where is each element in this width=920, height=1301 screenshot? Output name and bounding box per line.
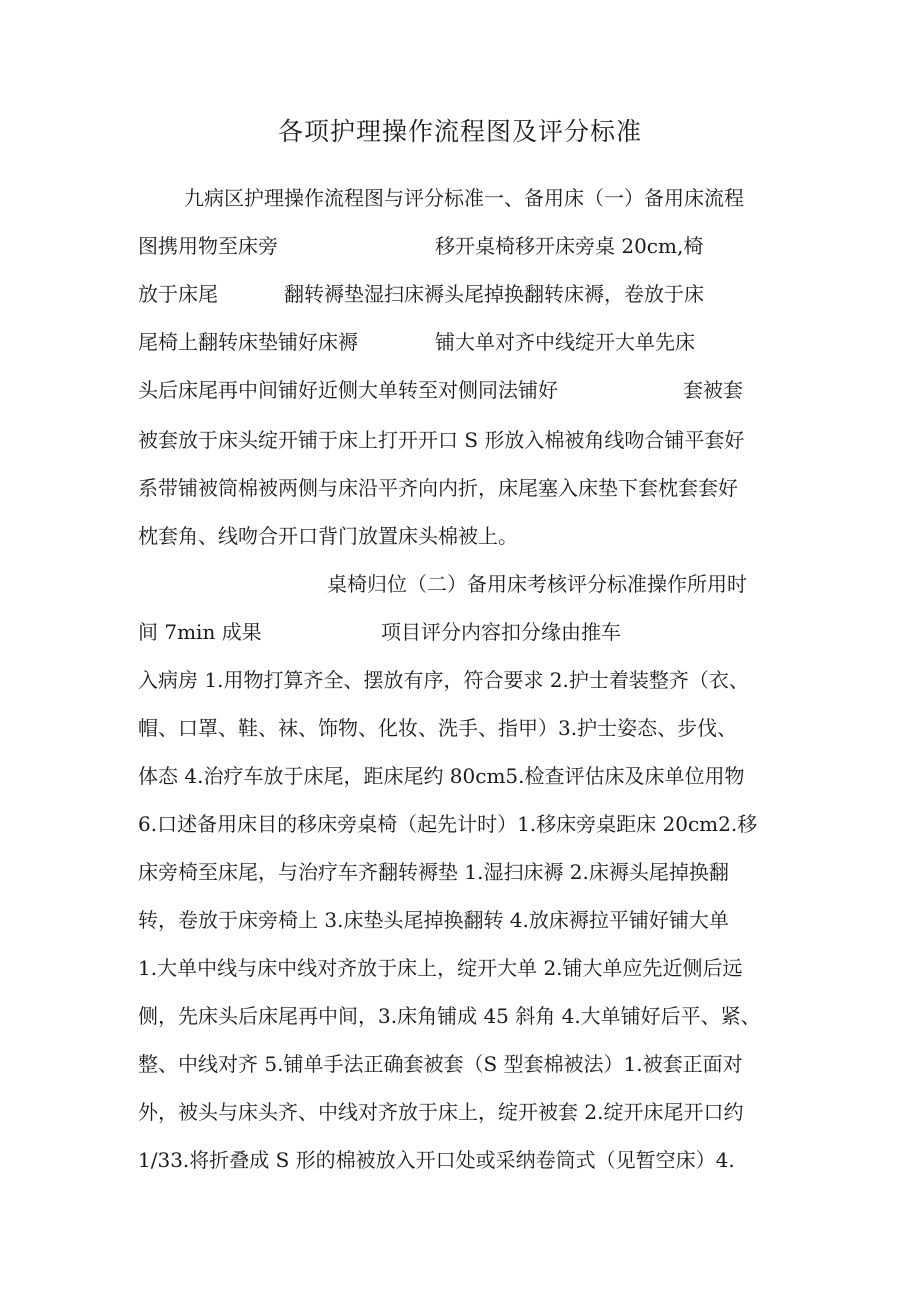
line-text: 枕套角、线吻合开口背门放置床头棉被上。 (138, 524, 518, 548)
line-text: 翻转褥垫湿扫床褥头尾掉换翻转床褥，卷放于床 (284, 282, 704, 306)
line-text: 床旁椅至床尾，与治疗车齐翻转褥垫 1.湿扫床褥 2.床褥头尾掉换翻 (138, 860, 729, 884)
text-line (138, 282, 704, 306)
line-text: 1/33.将折叠成 S 形的棉被放入开口处或采纳卷筒式（见暂空床）4. (138, 1148, 735, 1172)
line-text: 间 7min 成果 (138, 620, 262, 644)
text-line (138, 956, 743, 980)
text-line (138, 330, 695, 354)
line-text: 系带铺被筒棉被两侧与床沿平齐向内折，床尾塞入床垫下套枕套套好 (138, 476, 738, 500)
line-text: 移开桌椅移开床旁桌 20cm,椅 (435, 234, 704, 258)
line-text: 1.大单中线与床中线对齐放于床上，绽开大单 2.铺大单应先近侧后远 (138, 956, 743, 980)
text-line (138, 524, 518, 548)
text-line (138, 378, 743, 402)
line-text: 帽、口罩、鞋、袜、饰物、化妆、洗手、指甲）3.护士姿态、步伐、 (138, 716, 738, 740)
line-text: 头后床尾再中间铺好近侧大单转至对侧同法铺好 (138, 378, 558, 402)
line-text: 图携用物至床旁 (138, 234, 278, 258)
text-line (138, 1148, 735, 1172)
line-text: 铺大单对齐中线绽开大单先床 (435, 330, 695, 354)
line-text: 桌椅归位（二）备用床考核评分标准操作所用时 (327, 572, 747, 596)
text-line (138, 764, 745, 788)
text-line (138, 716, 737, 740)
text-line (138, 1052, 743, 1076)
line-text: 放于床尾 (138, 282, 218, 306)
line-text: 外，被头与床头齐、中线对齐放于床上，绽开被套 2.绽开床尾开口约 (138, 1100, 744, 1124)
text-line (138, 1100, 743, 1124)
line-text: 尾椅上翻转床垫铺好床褥 (138, 330, 358, 354)
document-title: 各项护理操作流程图及评分标准 (277, 117, 642, 146)
text-line (327, 572, 747, 596)
text-line (138, 620, 621, 644)
text-line (138, 428, 744, 452)
line-text: 整、中线对齐 5.铺单手法正确套被套（S 型套棉被法）1.被套正面对 (138, 1052, 743, 1076)
line-text: 被套放于床头绽开铺于床上打开开口 S 形放入棉被角线吻合铺平套好 (138, 428, 745, 452)
line-text: 6.口述备用床目的移床旁桌椅（起先计时）1.移床旁桌距床 20cm2.移 (138, 812, 758, 836)
text-line (138, 476, 738, 500)
text-line (138, 668, 749, 692)
line-text: 转，卷放于床旁椅上 3.床垫头尾掉换翻转 4.放床褥拉平铺好铺大单 (138, 908, 729, 932)
text-line (138, 1004, 761, 1028)
line-text: 体态 4.治疗车放于床尾，距床尾约 80cm5.检查评估床及床单位用物 (138, 764, 745, 788)
line-text: 入病房 1.用物打算齐全、摆放有序，符合要求 2.护士着装整齐（衣、 (138, 668, 749, 692)
line-text: 套被套 (683, 378, 743, 402)
line-text: 项目评分内容扣分缘由推车 (381, 620, 621, 644)
text-line (138, 234, 704, 258)
line-text: 侧，先床头后床尾再中间，3.床角铺成 45 斜角 4.大单铺好后平、紧、 (138, 1004, 761, 1028)
line-text: 九病区护理操作流程图与评分标准一、备用床（一）备用床流程 (184, 186, 744, 210)
text-line (138, 812, 757, 836)
text-line (138, 860, 729, 884)
text-line (138, 908, 729, 932)
text-line (184, 186, 744, 210)
